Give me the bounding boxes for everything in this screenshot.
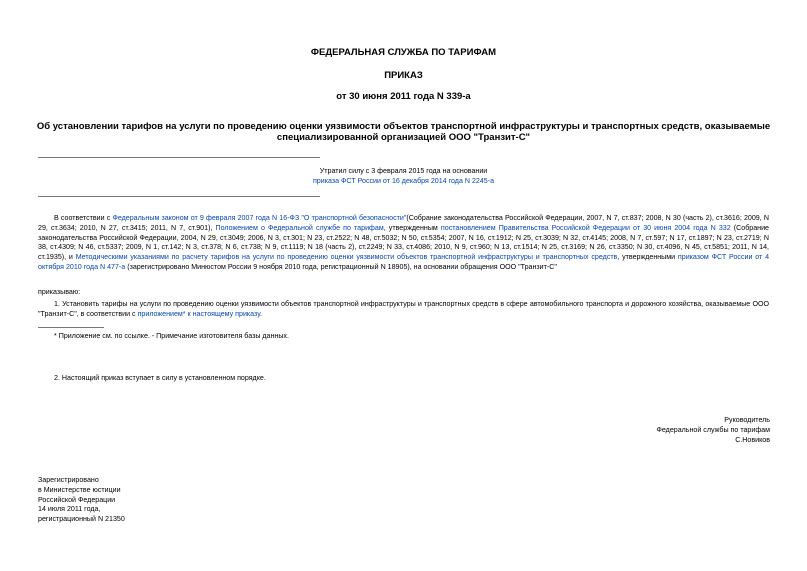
preamble-text-5: , утвержденными <box>617 253 678 262</box>
registration-line-1: Зарегистрировано <box>38 476 99 484</box>
registration-line-2: в Министерстве юстиции <box>38 485 121 494</box>
divider-top <box>38 157 320 158</box>
registration-line-4: 14 июля 2011 года, <box>38 505 101 514</box>
agency-heading: ФЕДЕРАЛЬНАЯ СЛУЖБА ПО ТАРИФАМ <box>310 47 497 58</box>
federal-law-link[interactable]: Федеральным законом от 9 февраля 2007 года N 16-ФЗ "О транспортной безопасности" <box>112 214 407 222</box>
order-item-2: 2. Настоящий приказ вступает в силу в установленном порядке. <box>54 374 266 382</box>
registration-line-5: регистрационный N 21350 <box>38 515 125 524</box>
preamble-text-3: , утвержденным <box>383 223 441 232</box>
fst-regulation-link[interactable]: Положением о Федеральной службе по тарифам <box>215 223 384 232</box>
preamble-paragraph <box>38 214 769 273</box>
signature-block <box>657 416 771 445</box>
order-item-1 <box>38 300 769 320</box>
fst-order-477-link[interactable]: приказом ФСТ России от 4 октября 2010 года N 477-а <box>38 253 770 271</box>
preamble-text-6: (зарегистрировано Минюстом России 9 ноября 2010 года, регистрационный N 18905), на основании обращения ООО "Транзит-С" <box>125 262 557 271</box>
document-title <box>0 121 807 143</box>
preamble-text-2: (Собрание законодательства Российской Федерации, 2007, N 7, ст.837; 2008, N 30 (часть 2), ст.3616; 2009, N 29, ст.3634; 2010, N 27, ст.3415; 2011, N 7, ст.901), <box>38 214 769 232</box>
signature-position: Руководитель <box>724 416 770 424</box>
footnote-divider <box>38 327 104 328</box>
signature-organization: Федеральной службы по тарифам <box>656 425 770 434</box>
document-date-number: от 30 июня 2011 года N 339-а <box>336 91 471 102</box>
signature-name: С.Новиков <box>735 435 770 444</box>
repeal-order-link[interactable]: приказа ФСТ России от 16 декабря 2014 года N 2245-а <box>312 176 495 185</box>
government-resolution-link[interactable]: постановлением Правительства Российской Федерации от 30 июня 2004 года N 332 <box>440 223 731 232</box>
methodical-guidelines-link[interactable]: Методическими указаниями по расчету тарифов на услуги по проведению оценки уязвимости объектов транспортной инфраструктуры и транспортных средств <box>75 253 618 262</box>
footnote: * Приложение см. по ссылке. - Примечание изготовителя базы данных. <box>54 332 289 340</box>
repeal-status <box>0 167 807 187</box>
order-item-1-end: . <box>260 309 263 318</box>
registration-block <box>38 476 125 525</box>
repeal-status-text: Утратил силу с 3 февраля 2015 года на основании <box>319 167 488 175</box>
title-line-2: специализированной организацией ООО "Транзит-С" <box>276 132 531 143</box>
orders-word: приказываю: <box>38 288 81 296</box>
appendix-link[interactable]: приложением* к настоящему приказу <box>137 309 261 318</box>
document-type: ПРИКАЗ <box>384 70 423 81</box>
preamble-text-4: (Собрание законодательства Российской Федерации, 2004, N 29, ст.3049; 2006, N 3, ст.301; N 23, ст.2522; N 48, ст.5032; N 50, ст.5354; 2007, N 16, ст.1912; N 25, ст.3039; N 32, ст.4145; 2008, N 7, ст.597; N 17, ст.1897; N 23, ст.2719; N 38, ст.4309; N 46, ст.5337; 2009, N 1, ст.142; N 3, ст.378; N 6, ст.738; N 9, ст.1119; N 18 (часть 2), ст.2249; N 33, ст.4086; 2010, N 9, ст.960; N 13, ст.1514; N 25, ст.3169; N 26, ст.3350; N 30, ст.4096, N 45, ст.5851; 2011, N 14, ст.1935), и <box>38 223 769 262</box>
registration-line-3: Российской Федерации <box>38 495 116 504</box>
order-item-1-text: 1. Установить тарифы на услуги по проведению оценки уязвимости объектов транспортной инфраструктуры и транспортных средств в сфере автомобильного транспорта и дорожного хозяйства, оказываемые ООО "Транзит-С", в соответствии с <box>38 300 769 318</box>
title-line-1: Об установлении тарифов на услуги по проведению оценки уязвимости объектов транспортной инфраструктуры и транспортных средств, оказываемые <box>36 121 771 132</box>
divider-bottom <box>38 196 320 197</box>
preamble-text-1: В соответствии с <box>54 214 113 222</box>
